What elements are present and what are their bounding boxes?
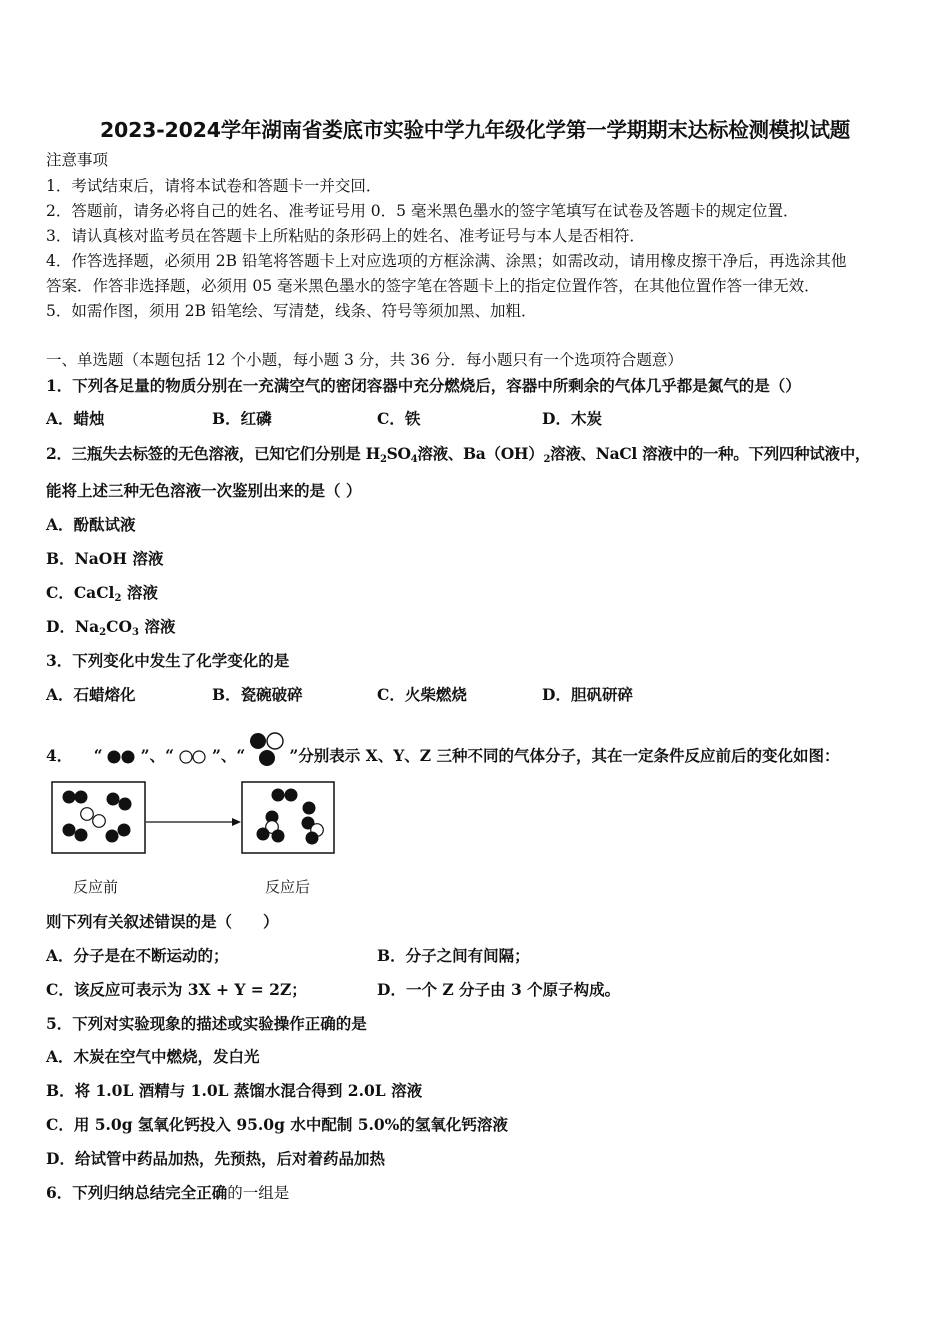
q1-option-d: D．木炭 (542, 409, 602, 428)
q2-stem-part: 2．三瓶失去标签的无色溶液，已知它们分别是 H (46, 444, 380, 463)
notice-item: 2．答题前，请务必将自己的姓名、准考证号用 0．5 毫米黑色墨水的签字笔填写在试卷及答题卡的规定位置． (46, 202, 799, 220)
q1-stem: 1．下列各足量的物质分别在一充满空气的密闭容器中充分燃烧后，容器中所剩余的气体几乎都是氮气的是（） (46, 376, 801, 395)
q3-option-d: D．胆矾研碎 (542, 685, 633, 704)
notice-item: 1．考试结束后，请将本试卷和答题卡一并交回． (46, 177, 382, 195)
label-before: 反应前 (73, 878, 119, 896)
molecule-x-icon (103, 749, 141, 765)
notice-item: 3．请认真核对监考员在答题卡上所粘贴的条形码上的姓名、准考证号与本人是否相符． (46, 227, 645, 245)
q2-stem-part: 溶液、NaCl 溶液中的一种。下列四种试液中， (550, 444, 871, 463)
q2-option-d-part: CO (106, 617, 132, 636)
q2-option-c-part: 溶液 (121, 583, 158, 602)
q2-stem (46, 444, 870, 464)
q4-number: 4． (46, 746, 73, 765)
subscript: 2 (379, 454, 387, 465)
q1-option-a: A．蜡烛 (46, 409, 105, 428)
q4-option-d: D．一个 Z 分子由 3 个原子构成。 (377, 980, 621, 999)
q4-option-b: B．分子之间有间隔； (377, 946, 530, 965)
subscript: 3 (131, 627, 139, 638)
q4-stem (46, 731, 839, 769)
molecule-y-icon (174, 749, 212, 765)
q1-option-c: C．铁 (377, 409, 421, 428)
q6-stem-bold: 6．下列归纳总结完全正确 (46, 1183, 228, 1202)
subscript: 2 (114, 593, 122, 604)
notice-heading: 注意事项 (46, 151, 109, 169)
q2-option-a: A．酚酞试液 (46, 515, 136, 534)
label-after: 反应后 (265, 878, 311, 896)
q6-stem-light: 的一组是 (227, 1184, 290, 1202)
quote-mark: ” (211, 746, 221, 765)
arrow-head-icon (232, 818, 241, 826)
q3-option-a: A．石蜡熔化 (46, 685, 136, 704)
notice-item: 5．如需作图，须用 2B 铅笔绘、写清楚，线条、符号等须加黑、加粗． (46, 302, 537, 320)
q3-option-c: C．火柴燃烧 (377, 685, 467, 704)
quote-mark: “ (236, 746, 246, 765)
q2-stem-part: 溶液、Ba（OH） (417, 444, 544, 463)
molecule-z-icon (245, 731, 289, 769)
q2-option-d (46, 617, 175, 637)
page-title: 2023-2024学年湖南省娄底市实验中学九年级化学第一学期期末达标检测模拟试题 (99, 118, 851, 142)
notice-item: 答案．作答非选择题，必须用 05 毫米黑色墨水的签字笔在答题卡上的指定位置作答，在其他位置作答一律无效． (46, 277, 820, 295)
reaction-diagram (50, 778, 350, 858)
q5-option-d: D．给试管中药品加热，先预热，后对着药品加热 (46, 1149, 385, 1168)
q5-option-b: B．将 1.0L 酒精与 1.0L 蒸馏水混合得到 2.0L 溶液 (46, 1081, 423, 1100)
q5-option-a: A．木炭在空气中燃烧，发白光 (46, 1047, 260, 1066)
q3-stem: 3．下列变化中发生了化学变化的是 (46, 651, 290, 670)
q2-option-c (46, 583, 158, 603)
q1-option-b: B．红磷 (212, 409, 272, 428)
q5-stem: 5．下列对实验现象的描述或实验操作正确的是 (46, 1014, 367, 1033)
subscript: 4 (410, 454, 418, 465)
q4-question: 则下列有关叙述错误的是（ ） (46, 912, 279, 931)
quote-mark: “ (93, 746, 103, 765)
notice-item: 4．作答选择题，必须用 2B 铅笔将答题卡上对应选项的方框涂满、涂黑；如需改动，请用橡皮擦干净后，再选涂其他 (46, 252, 847, 270)
quote-mark: ” (140, 746, 150, 765)
q2-option-d-part: 溶液 (138, 617, 176, 636)
quote-mark: “ (165, 746, 174, 765)
subscript: 2 (543, 454, 551, 465)
separator: 、 (149, 746, 166, 765)
subscript: 2 (99, 627, 107, 638)
quote-mark: ” (289, 746, 299, 765)
q2-option-b: B．NaOH 溶液 (46, 549, 164, 568)
q4-option-a: A．分子是在不断运动的； (46, 946, 229, 965)
q2-stem-line2: 能将上述三种无色溶液一次鉴别出来的是（ ） (46, 481, 362, 500)
separator: 、 (220, 746, 237, 765)
q2-option-d-part: D．Na (46, 617, 100, 636)
q2-stem-part: SO (386, 444, 411, 463)
q4-stem-tail: 分别表示 X、Y、Z 三种不同的气体分子，其在一定条件反应前后的变化如图： (298, 746, 840, 765)
q3-option-b: B．瓷碗破碎 (212, 685, 303, 704)
q2-option-c-part: C．CaCl (46, 583, 115, 602)
q5-option-c: C．用 5.0g 氢氧化钙投入 95.0g 水中配制 5.0%的氢氧化钙溶液 (46, 1115, 508, 1134)
section-heading: 一、单选题（本题包括 12 个小题，每小题 3 分，共 36 分．每小题只有一个选项符合题意） (46, 351, 683, 369)
q4-option-c: C．该反应可表示为 3X + Y = 2Z； (46, 980, 307, 999)
q6-stem (46, 1183, 289, 1203)
